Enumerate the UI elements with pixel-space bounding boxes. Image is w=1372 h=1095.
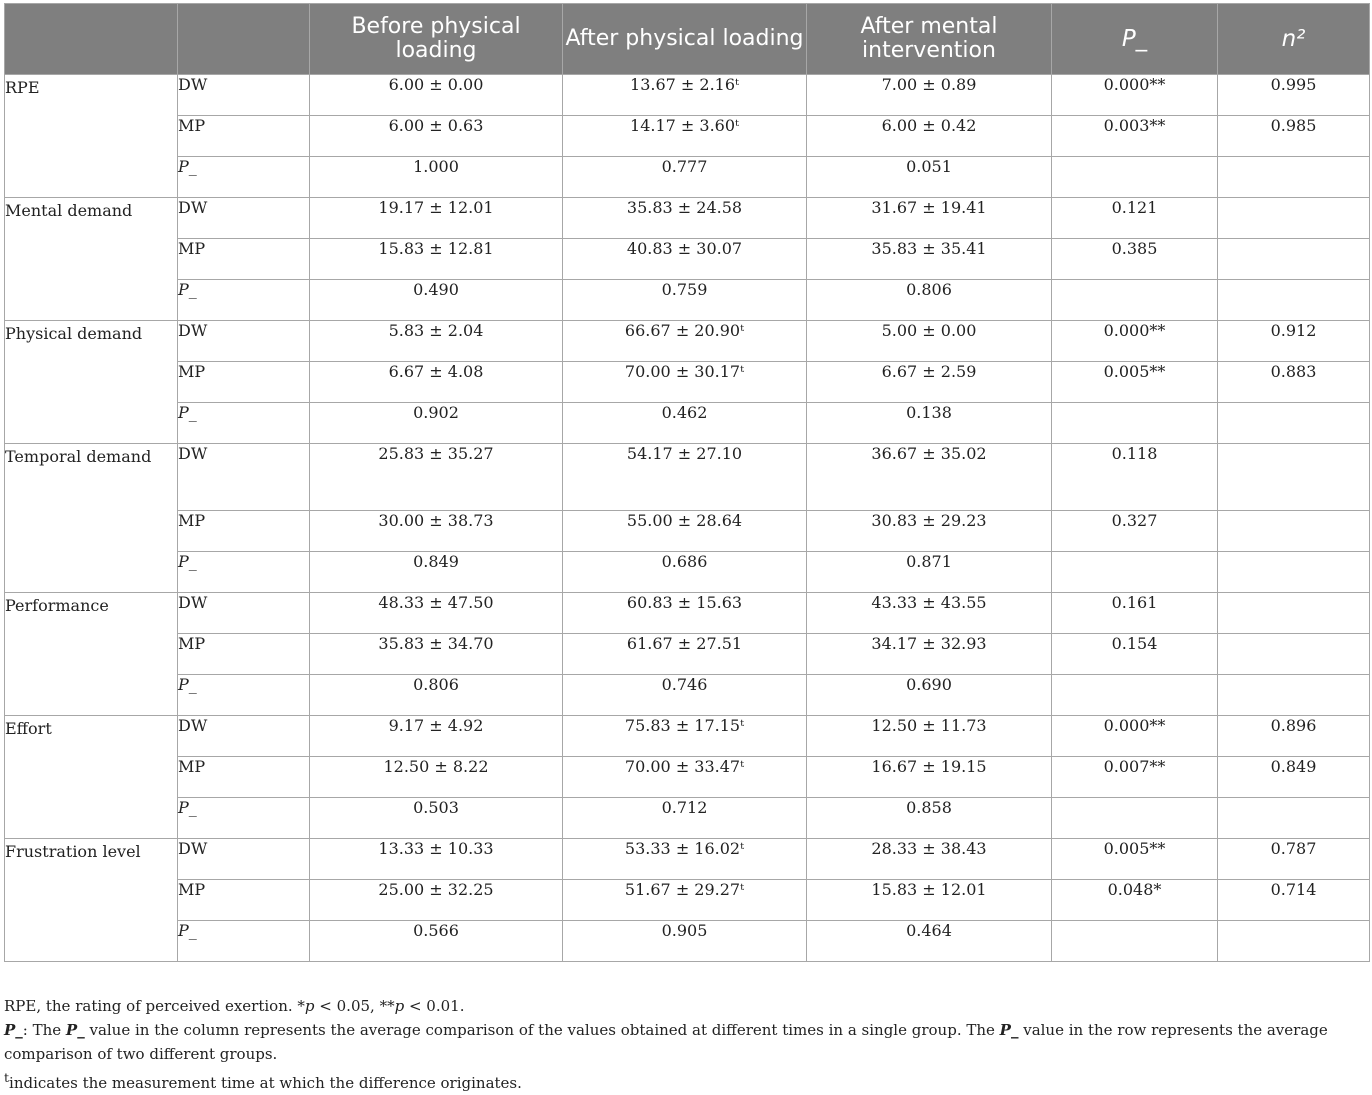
before-physical-cell: 0.806 [310, 675, 563, 716]
table-footnotes [4, 994, 1364, 1095]
p-value-cell: 0.003** [1052, 116, 1218, 157]
p-value-cell: 0.385 [1052, 239, 1218, 280]
after-mental-cell: 0.871 [807, 552, 1052, 593]
measure-label: Frustration level [5, 839, 178, 962]
table-row [5, 157, 1370, 198]
after-mental-cell: 0.858 [807, 798, 1052, 839]
p-value-cell [1052, 280, 1218, 321]
table-body [5, 75, 1370, 962]
after-mental-cell: 30.83 ± 29.23 [807, 511, 1052, 552]
table-row [5, 280, 1370, 321]
significance-threshold2: < 0.01. [404, 997, 465, 1015]
after-physical-cell: 55.00 ± 28.64 [563, 511, 807, 552]
header-effect-size: n² [1218, 4, 1370, 75]
after-physical-cell: 60.83 ± 15.63 [563, 593, 807, 634]
measure-label: RPE [5, 75, 178, 198]
after-mental-cell: 5.00 ± 0.00 [807, 321, 1052, 362]
measure-label: Mental demand [5, 198, 178, 321]
before-physical-cell: 35.83 ± 34.70 [310, 634, 563, 675]
after-mental-cell: 36.67 ± 35.02 [807, 444, 1052, 511]
after-physical-cell: 54.17 ± 27.10 [563, 444, 807, 511]
before-physical-cell: 13.33 ± 10.33 [310, 839, 563, 880]
before-physical-cell: 0.849 [310, 552, 563, 593]
before-physical-cell: 5.83 ± 2.04 [310, 321, 563, 362]
effect-size-cell [1218, 593, 1370, 634]
effect-size-cell [1218, 552, 1370, 593]
before-physical-cell: 0.503 [310, 798, 563, 839]
effect-size-cell [1218, 798, 1370, 839]
group-cell: P_ [178, 157, 310, 198]
group-cell: MP [178, 634, 310, 675]
after-physical-cell: 13.67 ± 2.16ᵗ [563, 75, 807, 116]
group-cell: DW [178, 198, 310, 239]
table-row [5, 239, 1370, 280]
after-mental-cell: 12.50 ± 11.73 [807, 716, 1052, 757]
before-physical-cell: 1.000 [310, 157, 563, 198]
footnote-rpe [4, 994, 1364, 1018]
effect-size-cell [1218, 675, 1370, 716]
effect-size-cell [1218, 921, 1370, 962]
p-label2: P_ [65, 1021, 85, 1039]
table-row [5, 757, 1370, 798]
significance-p2: p [394, 997, 405, 1015]
group-cell: DW [178, 593, 310, 634]
significance-p1: p [304, 997, 315, 1015]
effect-size-cell: 0.912 [1218, 321, 1370, 362]
before-physical-cell: 25.00 ± 32.25 [310, 880, 563, 921]
before-physical-cell: 25.83 ± 35.27 [310, 444, 563, 511]
group-cell: DW [178, 839, 310, 880]
p-text3: value in the row represents the average comparison of two different groups. [4, 1021, 1328, 1063]
after-mental-cell: 6.00 ± 0.42 [807, 116, 1052, 157]
header-group [178, 4, 310, 75]
group-cell: P_ [178, 921, 310, 962]
after-physical-cell: 61.67 ± 27.51 [563, 634, 807, 675]
p-text2: value in the column represents the average comparison of the values obtained at different times in a single group. The [84, 1021, 1000, 1039]
after-physical-cell: 0.746 [563, 675, 807, 716]
after-physical-cell: 14.17 ± 3.60ᵗ [563, 116, 807, 157]
before-physical-cell: 9.17 ± 4.92 [310, 716, 563, 757]
effect-size-cell: 0.787 [1218, 839, 1370, 880]
measure-label: Physical demand [5, 321, 178, 444]
p-value-cell: 0.000** [1052, 716, 1218, 757]
after-mental-cell: 16.67 ± 19.15 [807, 757, 1052, 798]
before-physical-cell: 30.00 ± 38.73 [310, 511, 563, 552]
effect-size-cell: 0.883 [1218, 362, 1370, 403]
header-measure [5, 4, 178, 75]
table-row [5, 634, 1370, 675]
table-row [5, 198, 1370, 239]
after-mental-cell: 6.67 ± 2.59 [807, 362, 1052, 403]
effect-size-cell: 0.995 [1218, 75, 1370, 116]
after-mental-cell: 0.464 [807, 921, 1052, 962]
header-before-physical-loading: Before physical loading [310, 4, 563, 75]
table-row [5, 593, 1370, 634]
after-physical-cell: 0.777 [563, 157, 807, 198]
footnote-t [4, 1066, 1364, 1095]
group-cell: MP [178, 116, 310, 157]
p-value-cell: 0.005** [1052, 362, 1218, 403]
measure-label: Temporal demand [5, 444, 178, 593]
effect-size-cell: 0.714 [1218, 880, 1370, 921]
before-physical-cell: 0.902 [310, 403, 563, 444]
results-table [4, 3, 1370, 962]
effect-size-cell [1218, 198, 1370, 239]
effect-size-cell: 0.849 [1218, 757, 1370, 798]
group-cell: DW [178, 444, 310, 511]
after-mental-cell: 35.83 ± 35.41 [807, 239, 1052, 280]
after-physical-cell: 75.83 ± 17.15ᵗ [563, 716, 807, 757]
before-physical-cell: 6.00 ± 0.00 [310, 75, 563, 116]
group-cell: MP [178, 511, 310, 552]
p-value-cell: 0.048* [1052, 880, 1218, 921]
group-cell: P_ [178, 280, 310, 321]
t-text: indicates the measurement time at which the difference originates. [9, 1074, 522, 1092]
table-row [5, 798, 1370, 839]
after-physical-cell: 40.83 ± 30.07 [563, 239, 807, 280]
after-physical-cell: 70.00 ± 33.47ᵗ [563, 757, 807, 798]
header-p-value: P_ [1052, 4, 1218, 75]
after-physical-cell: 0.462 [563, 403, 807, 444]
group-cell: DW [178, 321, 310, 362]
after-physical-cell: 70.00 ± 30.17ᵗ [563, 362, 807, 403]
after-physical-cell: 66.67 ± 20.90ᵗ [563, 321, 807, 362]
table-row [5, 403, 1370, 444]
after-mental-cell: 0.690 [807, 675, 1052, 716]
before-physical-cell: 12.50 ± 8.22 [310, 757, 563, 798]
header-row [5, 4, 1370, 75]
p-value-cell [1052, 798, 1218, 839]
group-cell: P_ [178, 552, 310, 593]
after-physical-cell: 0.759 [563, 280, 807, 321]
p-value-cell: 0.000** [1052, 75, 1218, 116]
after-physical-cell: 53.33 ± 16.02ᵗ [563, 839, 807, 880]
effect-size-cell: 0.985 [1218, 116, 1370, 157]
table-row [5, 880, 1370, 921]
after-mental-cell: 0.051 [807, 157, 1052, 198]
table-row [5, 321, 1370, 362]
after-physical-cell: 0.686 [563, 552, 807, 593]
group-cell: MP [178, 757, 310, 798]
after-mental-cell: 15.83 ± 12.01 [807, 880, 1052, 921]
after-physical-cell: 51.67 ± 29.27ᵗ [563, 880, 807, 921]
table-row [5, 362, 1370, 403]
before-physical-cell: 0.566 [310, 921, 563, 962]
table-row [5, 675, 1370, 716]
effect-size-cell [1218, 403, 1370, 444]
after-mental-cell: 31.67 ± 19.41 [807, 198, 1052, 239]
table-row [5, 552, 1370, 593]
table-row [5, 116, 1370, 157]
group-cell: P_ [178, 675, 310, 716]
effect-size-cell [1218, 444, 1370, 511]
group-cell: DW [178, 75, 310, 116]
after-mental-cell: 28.33 ± 38.43 [807, 839, 1052, 880]
measure-label: Effort [5, 716, 178, 839]
p-value-cell: 0.121 [1052, 198, 1218, 239]
rpe-definition: RPE, the rating of perceived exertion. [4, 997, 293, 1015]
p-value-cell: 0.161 [1052, 593, 1218, 634]
effect-size-cell [1218, 511, 1370, 552]
after-physical-cell: 0.712 [563, 798, 807, 839]
after-mental-cell: 0.806 [807, 280, 1052, 321]
effect-size-cell [1218, 157, 1370, 198]
effect-size-cell [1218, 634, 1370, 675]
after-mental-cell: 0.138 [807, 403, 1052, 444]
p-value-cell [1052, 157, 1218, 198]
after-mental-cell: 34.17 ± 32.93 [807, 634, 1052, 675]
before-physical-cell: 6.67 ± 4.08 [310, 362, 563, 403]
p-value-cell: 0.007** [1052, 757, 1218, 798]
p-value-cell [1052, 675, 1218, 716]
p-value-cell: 0.154 [1052, 634, 1218, 675]
table-row [5, 444, 1370, 511]
group-cell: DW [178, 716, 310, 757]
effect-size-cell [1218, 239, 1370, 280]
p-text1: : The [22, 1021, 66, 1039]
group-cell: MP [178, 239, 310, 280]
table-row [5, 511, 1370, 552]
p-value-cell: 0.327 [1052, 511, 1218, 552]
p-value-cell: 0.005** [1052, 839, 1218, 880]
t-mark: t [4, 1070, 10, 1085]
table-row [5, 75, 1370, 116]
group-cell: MP [178, 362, 310, 403]
before-physical-cell: 6.00 ± 0.63 [310, 116, 563, 157]
p-value-cell: 0.000** [1052, 321, 1218, 362]
p-value-cell [1052, 552, 1218, 593]
footnote-p-value [4, 1018, 1364, 1066]
group-cell: MP [178, 880, 310, 921]
p-value-cell [1052, 921, 1218, 962]
before-physical-cell: 48.33 ± 47.50 [310, 593, 563, 634]
after-physical-cell: 0.905 [563, 921, 807, 962]
significance-star: * [297, 997, 305, 1015]
significance-threshold1: < 0.05, ** [314, 997, 395, 1015]
table-row [5, 921, 1370, 962]
after-physical-cell: 35.83 ± 24.58 [563, 198, 807, 239]
effect-size-cell [1218, 280, 1370, 321]
p-value-cell: 0.118 [1052, 444, 1218, 511]
p-label3: P_ [999, 1021, 1019, 1039]
after-mental-cell: 7.00 ± 0.89 [807, 75, 1052, 116]
p-label: P_ [4, 1021, 23, 1039]
header-after-mental-intervention: After mental intervention [807, 4, 1052, 75]
measure-label: Performance [5, 593, 178, 716]
after-mental-cell: 43.33 ± 43.55 [807, 593, 1052, 634]
table-row [5, 716, 1370, 757]
before-physical-cell: 15.83 ± 12.81 [310, 239, 563, 280]
p-value-cell [1052, 403, 1218, 444]
header-after-physical-loading: After physical loading [563, 4, 807, 75]
before-physical-cell: 0.490 [310, 280, 563, 321]
before-physical-cell: 19.17 ± 12.01 [310, 198, 563, 239]
table-row [5, 839, 1370, 880]
effect-size-cell: 0.896 [1218, 716, 1370, 757]
group-cell: P_ [178, 798, 310, 839]
group-cell: P_ [178, 403, 310, 444]
